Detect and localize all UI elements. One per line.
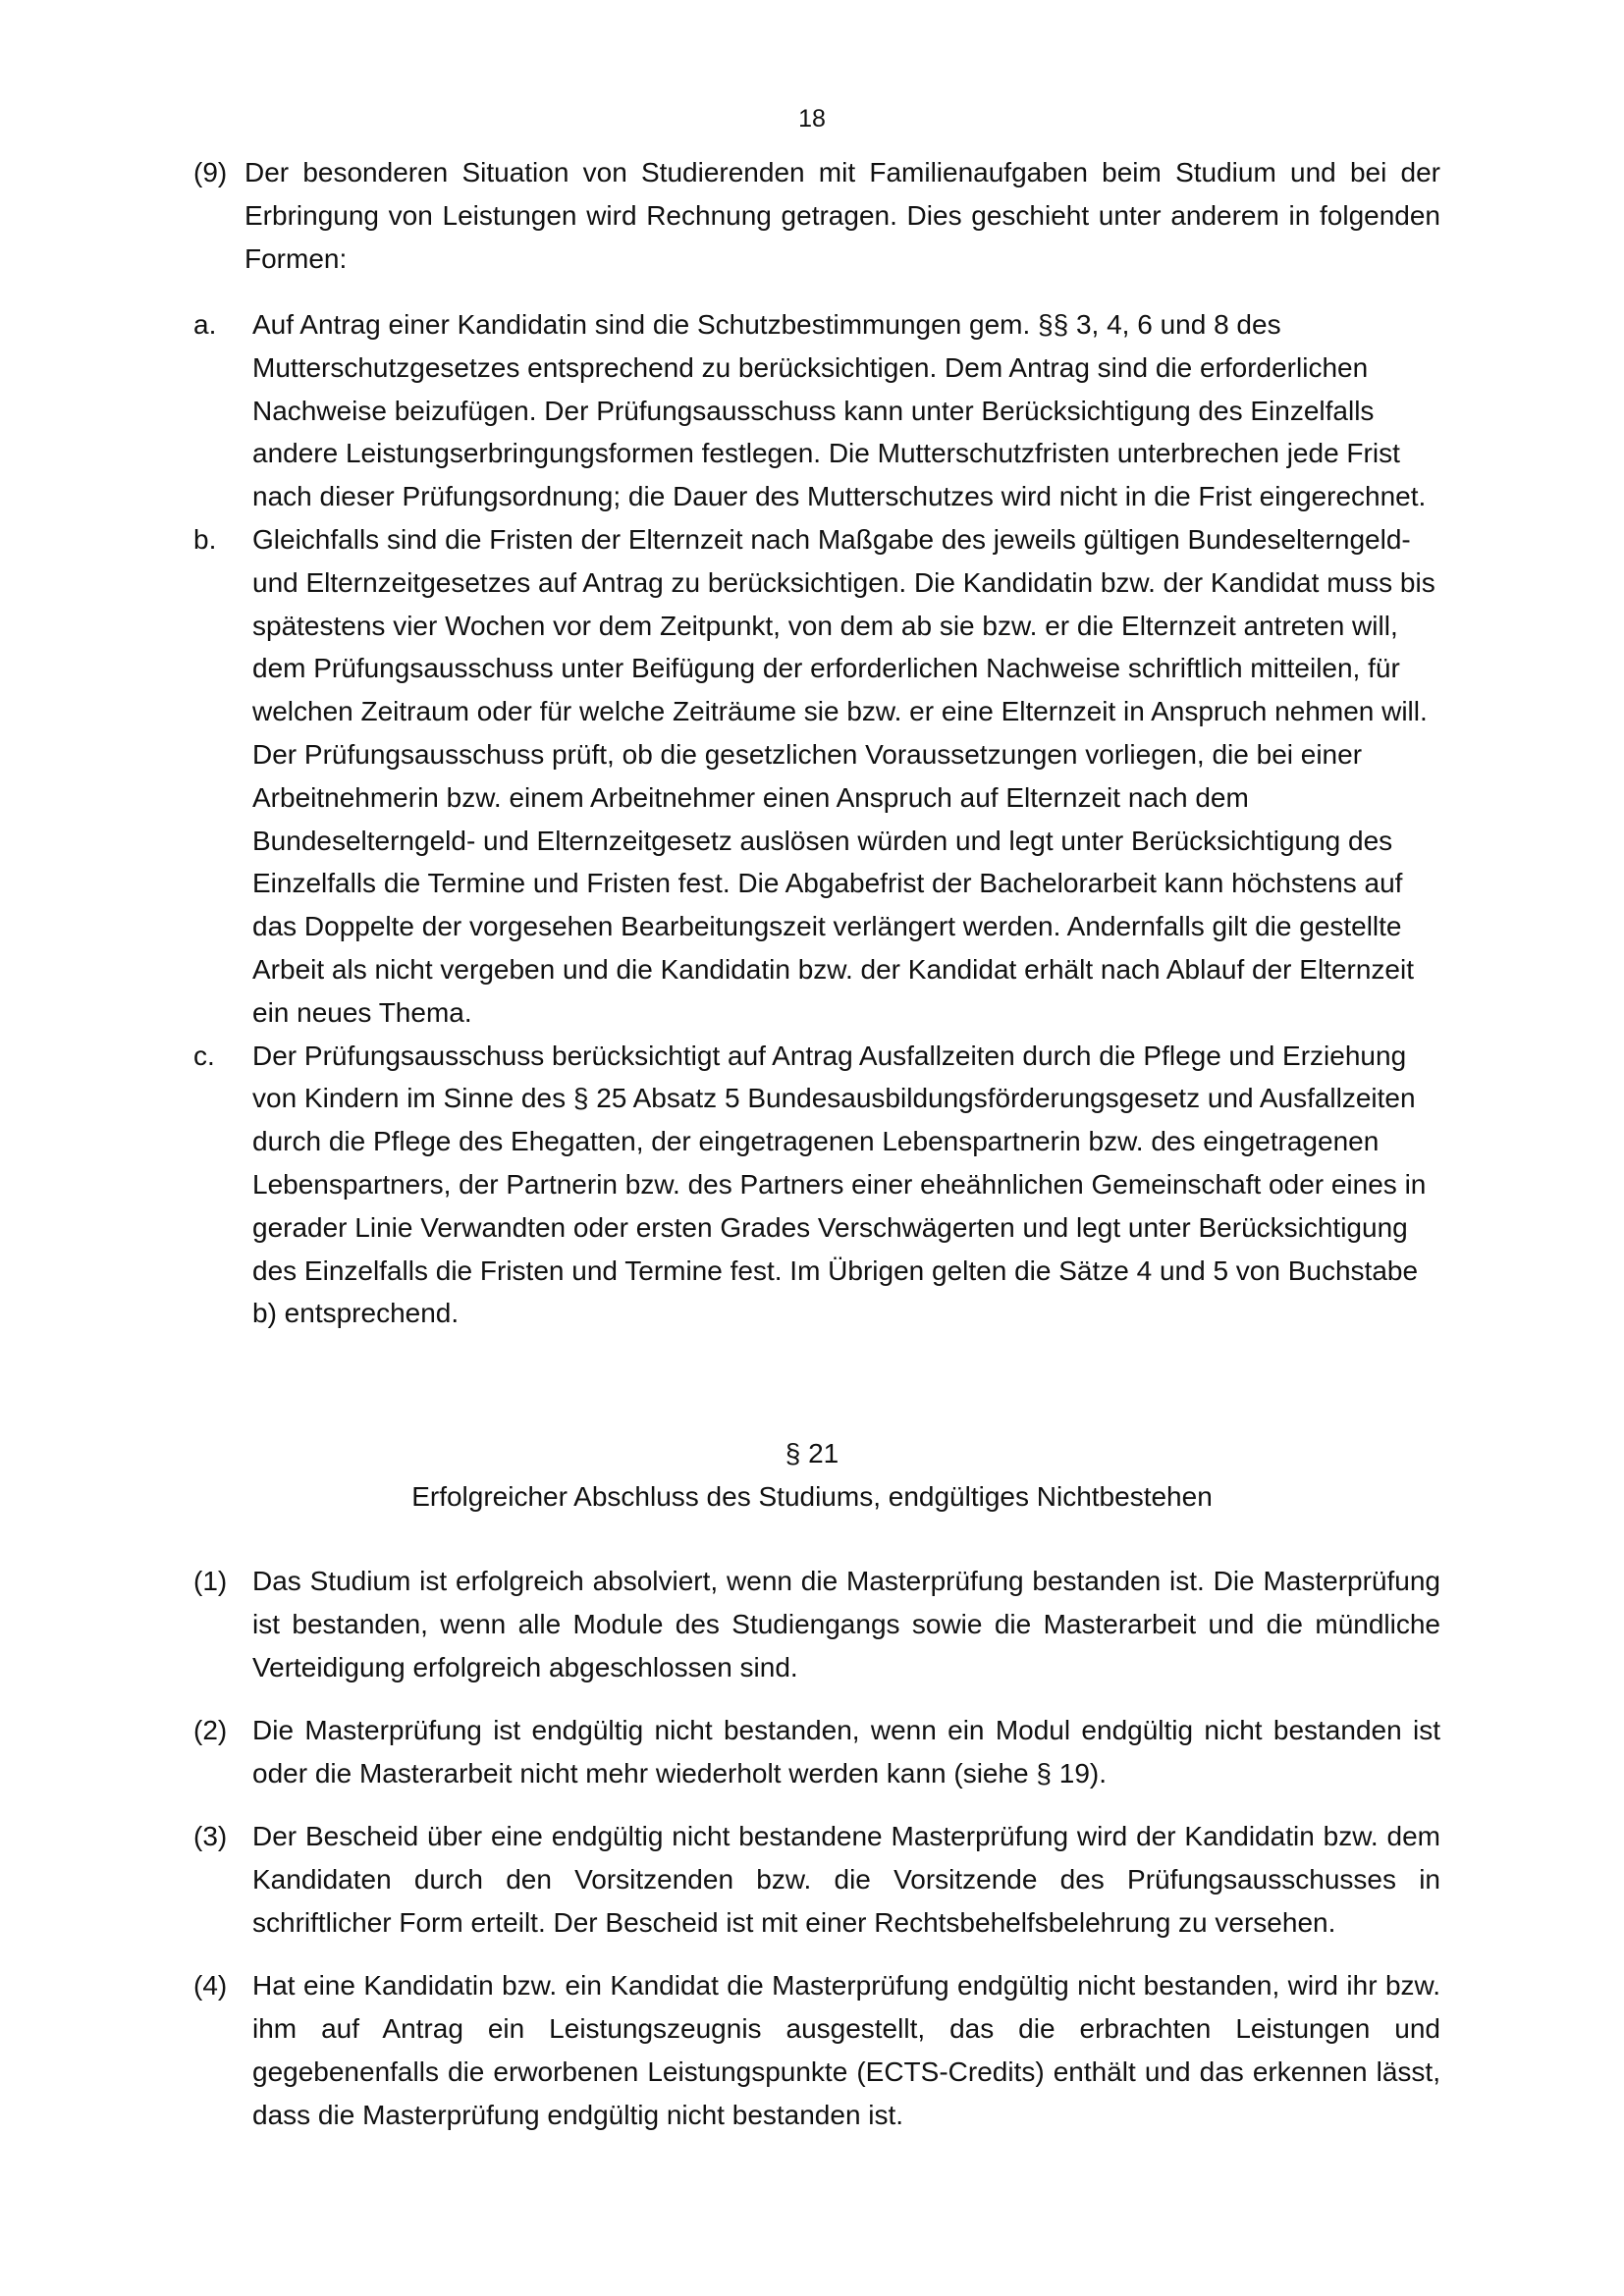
list-item-text: Auf Antrag einer Kandidatin sind die Schutzbestimmungen gem. §§ 3, 4, 6 und 8 des Mutterschutzgesetzes entsprechend zu berücksichtigen. Dem Antrag sind die erforderlichen Nachweise beizufügen. Der Prüfungsausschuss kann unter Berücksichtigung des Einzelfalls andere Leistungserbringungsformen festlegen. Die Mutterschutzfristen unterbrechen jede Frist nach dieser Prüfungsordnung; die Dauer des Mutterschutzes wird nicht in die Frist eingerechnet. xyxy=(252,309,1427,512)
numbered-item-4 xyxy=(193,1964,1440,2137)
list-item-text: Die Masterprüfung ist endgültig nicht bestanden, wenn ein Modul endgültig nicht bestanden ist oder die Masterarbeit nicht mehr wiederholt werden kann (siehe § 19). xyxy=(252,1715,1440,1789)
list-marker: c. xyxy=(193,1040,215,1071)
list-item-text: Der Bescheid über eine endgültig nicht bestandene Masterprüfung wird der Kandidatin bzw. dem Kandidaten durch den Vorsitzenden bzw. die Vorsitzende des Prüfungsausschusses in schriftlicher Form erteilt. Der Bescheid ist mit einer Rechtsbehelfsbelehrung zu versehen. xyxy=(252,1821,1440,1938)
numbered-item-1 xyxy=(193,1560,1440,1689)
numbered-item-3 xyxy=(193,1815,1440,1945)
list-marker: (3) xyxy=(193,1821,228,1851)
list-item-text: Hat eine Kandidatin bzw. ein Kandidat die Masterprüfung endgültig nicht bestanden, wird ihr bzw. ihm auf Antrag ein Leistungszeugnis ausgestellt, das die erbrachten Leistungen und gegebenenfalls die erworbenen Leistungspunkte (ECTS-Credits) enthält und das erkennen lässt, dass die Masterprüfung endgültig nicht bestanden ist. xyxy=(252,1970,1440,2130)
paragraph-text: Der besonderen Situation von Studierenden mit Familienaufgaben beim Studium und bei der Erbringung von Leistungen wird Rechnung getragen. Dies geschieht unter anderem in folgenden Formen: xyxy=(244,157,1440,274)
lettered-list xyxy=(193,303,1440,1335)
list-item-text: Gleichfalls sind die Fristen der Elternzeit nach Maßgabe des jeweils gültigen Bundeselterngeld- und Elternzeitgesetzes auf Antrag zu berücksichtigen. Die Kandidatin bzw. der Kandidat muss bis spätestens vier Wochen vor dem Zeitpunkt, von dem ab sie bzw. er die Elternzeit antreten will, dem Prüfungsausschuss unter Beifügung der erforderlichen Nachweise schriftlich mitteilen, für welchen Zeitraum oder für welche Zeiträume sie bzw. er eine Elternzeit in Anspruch nehmen will. Der Prüfungsausschuss prüft, ob die gesetzlichen Voraussetzungen vorliegen, die bei einer Arbeitnehmerin bzw. einem Arbeitnehmer einen Anspruch auf Elternzeit nach dem Bundeselterngeld- und Elternzeitgesetz auslösen würden und legt unter Berücksichtigung des Einzelfalls die Termine und Fristen fest. Die Abgabefrist der Bachelorarbeit kann höchstens auf das Doppelte der vorgesehen Bearbeitungszeit verlängert werden. Andernfalls gilt die gestellte Arbeit als nicht vergeben und die Kandidatin bzw. der Kandidat erhält nach Ablauf der Elternzeit ein neues Thema. xyxy=(252,523,1435,1028)
list-item-b xyxy=(193,518,1440,1035)
numbered-list xyxy=(193,1560,1440,2157)
paragraph-9 xyxy=(193,151,1440,281)
list-item-text: Der Prüfungsausschuss berücksichtigt auf Antrag Ausfallzeiten durch die Pflege und Erziehung von Kindern im Sinne des § 25 Absatz 5 Bundesausbildungsförderungsgesetz und Ausfallzeiten durch die Pflege des Ehegatten, der eingetragenen Lebenspartnerin bzw. des eingetragenen Lebenspartners, der Partnerin bzw. des Partners einer eheähnlichen Gemeinschaft oder eines in gerader Linie Verwandten oder ersten Grades Verschwägerten und legt unter Berücksichtigung des Einzelfalls die Fristen und Termine fest. Im Übrigen gelten die Sätze 4 und 5 von Buchstabe b) entsprechend. xyxy=(252,1040,1427,1329)
list-marker: (4) xyxy=(193,1970,228,2001)
numbered-paragraph xyxy=(193,151,1440,281)
list-marker: (2) xyxy=(193,1715,228,1745)
list-marker: b. xyxy=(193,523,217,555)
list-item-text: Das Studium ist erfolgreich absolviert, wenn die Masterprüfung bestanden ist. Die Masterprüfung ist bestanden, wenn alle Module des Studiengangs sowie die Masterarbeit und die mündliche Verteidigung erfolgreich abgeschlossen sind. xyxy=(252,1566,1440,1682)
list-item-c xyxy=(193,1035,1440,1336)
list-marker: a. xyxy=(193,309,217,340)
section-title: Erfolgreicher Abschluss des Studiums, endgültiges Nichtbestehen xyxy=(411,1481,1213,1512)
numbered-item-2 xyxy=(193,1709,1440,1795)
section-number: § 21 xyxy=(785,1438,839,1468)
paragraph-marker: (9) xyxy=(193,157,228,187)
list-marker: (1) xyxy=(193,1566,228,1596)
page-number: 18 xyxy=(798,105,826,133)
section-heading xyxy=(0,1432,1624,1519)
list-item-a xyxy=(193,303,1440,518)
